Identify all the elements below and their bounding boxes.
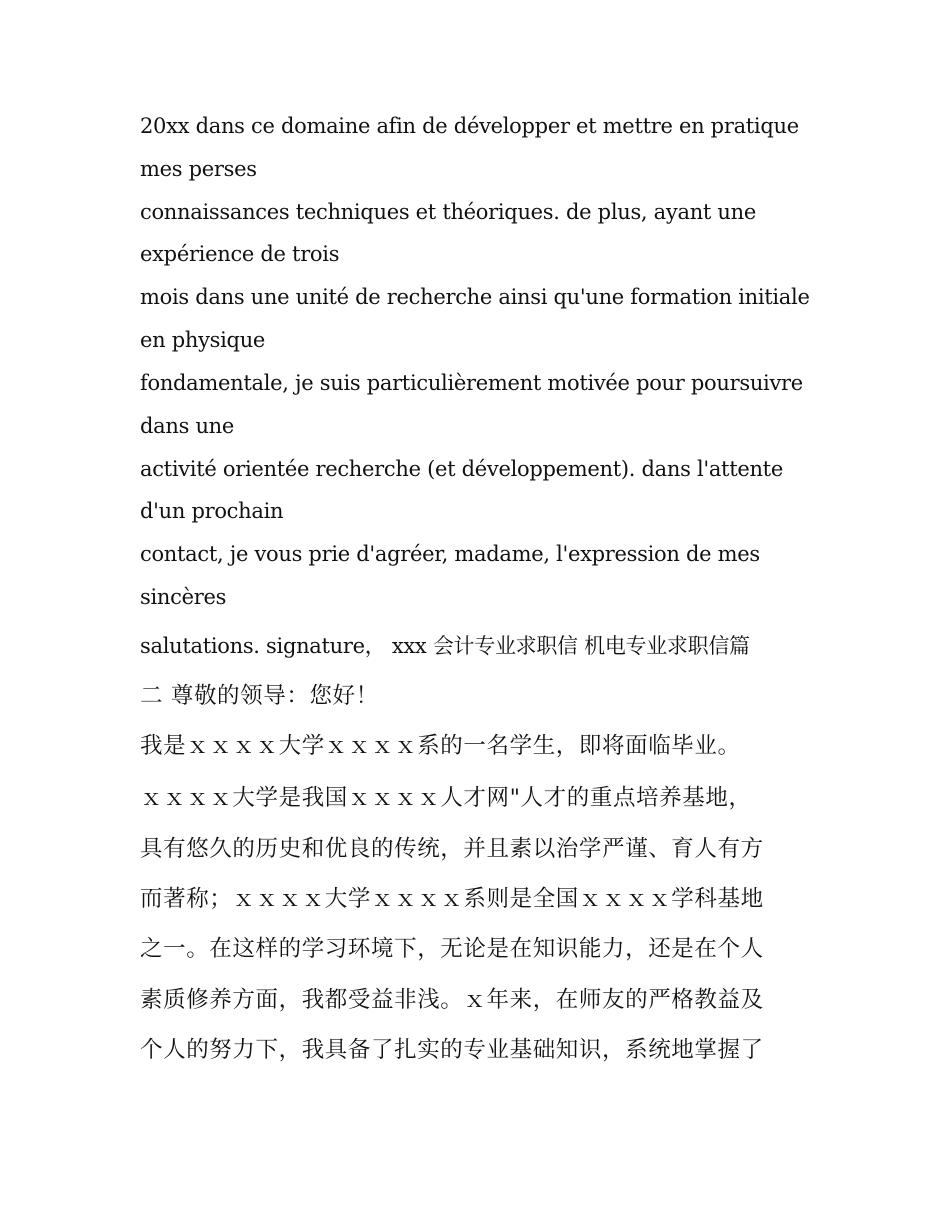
text-line: expérience de trois bbox=[140, 242, 340, 266]
text-line: contact, je vous prie d'agréer, madame, l'expression de mes bbox=[140, 542, 760, 566]
text-line: 素质修养方面，我都受益非浅。ｘ年来，在师友的严格教益及 bbox=[140, 987, 764, 1013]
text-line: 个人的努力下，我具备了扎实的专业基础知识，系统地掌握了 bbox=[140, 1037, 764, 1063]
text-line: salutations. signature， xxx 会计专业求职信 机电专业求职信篇 bbox=[140, 634, 750, 658]
text-line: mes perses bbox=[140, 157, 257, 181]
text-line: 20xx dans ce domaine afin de développer et mettre en pratique bbox=[140, 114, 799, 138]
text-line: sincères bbox=[140, 585, 227, 609]
text-line: 而著称；ｘｘｘｘ大学ｘｘｘｘ系则是全国ｘｘｘｘ学科基地 bbox=[140, 886, 764, 912]
text-line: fondamentale, je suis particulièrement motivée pour poursuivre bbox=[140, 371, 803, 395]
text-line: mois dans une unité de recherche ainsi qu'une formation initiale bbox=[140, 285, 810, 309]
text-line: activité orientée recherche (et développement). dans l'attente bbox=[140, 457, 783, 481]
text-line: dans une bbox=[140, 414, 235, 438]
text-line: en physique bbox=[140, 328, 266, 352]
text-line: ｘｘｘｘ大学是我国ｘｘｘｘ人才网"人才的重点培养基地， bbox=[140, 785, 752, 811]
text-line: 我是ｘｘｘｘ大学ｘｘｘｘ系的一名学生，即将面临毕业。 bbox=[140, 733, 741, 759]
text-line: 二 尊敬的领导：您好！ bbox=[140, 683, 379, 709]
text-line: d'un prochain bbox=[140, 499, 284, 523]
text-line: 具有悠久的历史和优良的传统，并且素以治学严谨、育人有方 bbox=[140, 836, 764, 862]
text-line: 之一。在这样的学习环境下，无论是在知识能力，还是在个人 bbox=[140, 936, 764, 962]
text-line: connaissances techniques et théoriques. de plus, ayant une bbox=[140, 200, 757, 224]
